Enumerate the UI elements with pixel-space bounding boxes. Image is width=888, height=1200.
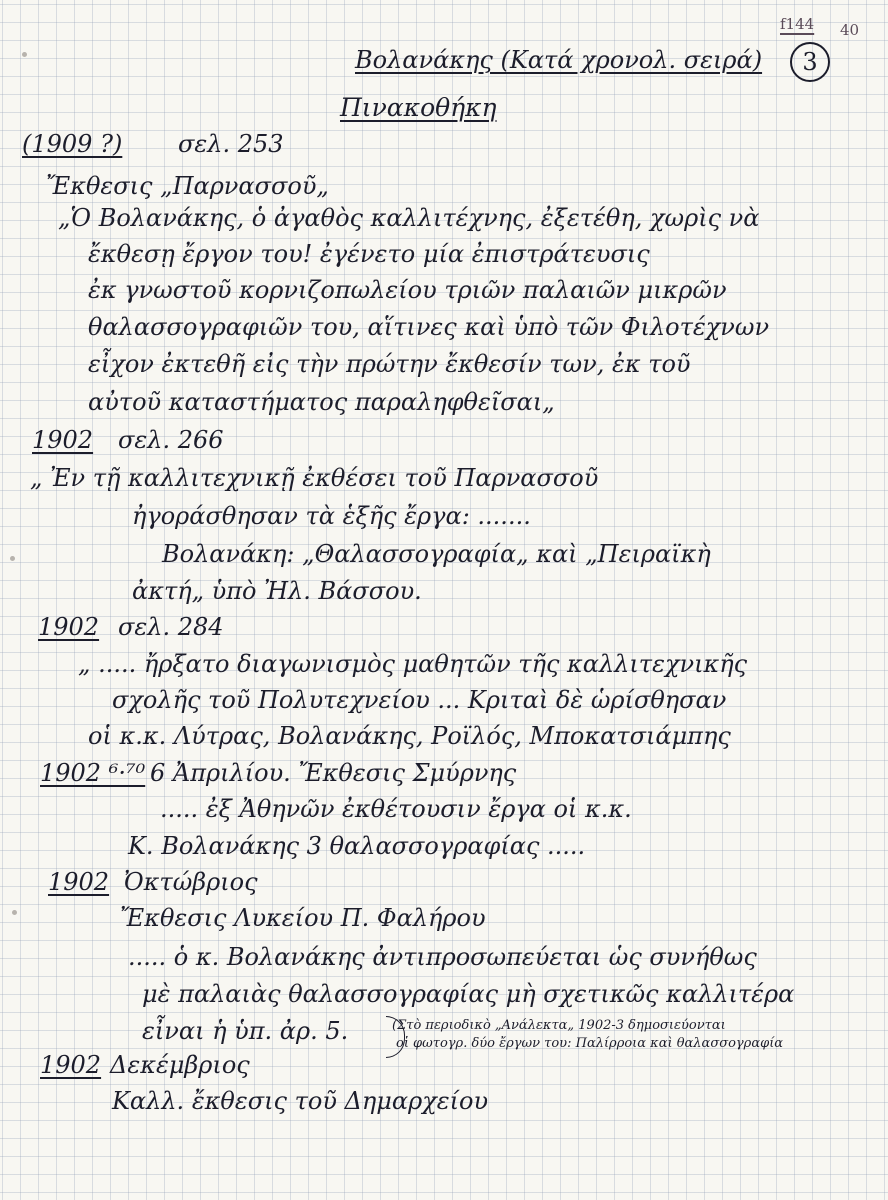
text-line: Ἔκθεσις Λυκείου Π. Φαλήρου <box>120 904 486 932</box>
page-number: 3 <box>790 42 830 82</box>
date-heading: (1909 ?) <box>22 130 123 158</box>
text-line: σελ. 266 <box>118 426 224 454</box>
page-title: Βολανάκης (Κατά χρονολ. σειρά) <box>355 46 763 74</box>
date-heading: 1902 <box>38 613 100 641</box>
text-line: θαλασσογραφιῶν του, αἵτινες καὶ ὑπὸ τῶν Φιλοτέχνων <box>88 313 770 341</box>
punch-mark <box>10 556 15 561</box>
text-line: Κ. Βολανάκης 3 θαλασσογραφίας ..... <box>128 832 586 860</box>
text-line: εἶναι ἡ ὑπ. ἀρ. 5. <box>142 1017 349 1045</box>
archive-folio-number: f144 <box>780 15 815 33</box>
text-line: „ ..... ἤρξατο διαγωνισμὸς μαθητῶν τῆς καλλιτεχνικῆς <box>78 650 748 678</box>
archive-item-number: 40 <box>840 21 860 39</box>
date-heading: 1902 <box>32 426 94 454</box>
page-subtitle: Πινακοθήκη <box>340 93 497 122</box>
text-line: ἔκθεσῃ ἔργον του! ἐγένετο μία ἐπιστράτευσις <box>88 240 650 268</box>
text-line: ..... ὁ κ. Βολανάκης ἀντιπροσωπεύεται ὡς συνήθως <box>128 943 757 971</box>
text-line: αὐτοῦ καταστήματος παραληφθεῖσαι„ <box>88 388 555 416</box>
text-line: ἀκτή„ ὑπὸ Ἠλ. Βάσσου. <box>132 577 422 605</box>
text-line: εἶχον ἐκτεθῆ εἰς τὴν πρώτην ἔκθεσίν των, ἐκ τοῦ <box>88 350 691 378</box>
text-line: „Ὁ Βολανάκης, ὁ ἀγαθὸς καλλιτέχνης, ἐξετέθη, χωρὶς νὰ <box>58 204 760 232</box>
text-line: ἐκ γνωστοῦ κορνιζοπωλείου τριῶν παλαιῶν μικρῶν <box>88 276 727 304</box>
text-line: ἠγοράσθησαν τὰ ἑξῆς ἔργα: ....... <box>132 502 531 530</box>
text-line: „ Ἐν τῇ καλλιτεχνικῇ ἐκθέσει τοῦ Παρνασσοῦ <box>30 464 599 492</box>
text-line: Ὀκτώβριος <box>124 868 258 896</box>
text-line: μὲ παλαιὰς θαλασσογραφίας μὴ σχετικῶς καλλιτέρα <box>142 980 795 1008</box>
punch-mark <box>12 910 17 915</box>
text-line: σχολῆς τοῦ Πολυτεχνείου ... Κριταὶ δὲ ὡρίσθησαν <box>112 686 727 714</box>
text-line: Βολανάκη: „Θαλασσογραφία„ καὶ „Πειραϊκὴ <box>162 540 711 568</box>
marginal-note-line2: οἱ φωτογρ. δύο ἔργων του: Παλίρροια καὶ θαλασσογραφία <box>396 1036 784 1051</box>
marginal-note-line1: (Στὸ περιοδικὸ „Ανάλεκτα„ 1902-3 δημοσιεύονται <box>392 1018 726 1033</box>
text-line: οἱ κ.κ. Λύτρας, Βολανάκης, Ροϊλός, Μποκατσιάμπης <box>88 722 731 750</box>
text-line: Ἔκθεσις „Παρνασσοῦ„ <box>46 172 329 200</box>
text-line: 6 Ἀπριλίου. Ἔκθεσις Σμύρνης <box>150 759 517 787</box>
text-line: σελ. 253 <box>178 130 284 158</box>
date-heading: 1902 ⁶·⁷⁰ <box>40 759 146 787</box>
date-heading: 1902 <box>48 868 110 896</box>
date-heading: 1902 <box>40 1051 102 1079</box>
text-line: Καλλ. ἔκθεσις τοῦ Δημαρχείου <box>112 1087 489 1115</box>
punch-mark <box>22 52 27 57</box>
text-line: Δεκέμβριος <box>110 1051 250 1079</box>
text-line: ..... ἐξ Ἀθηνῶν ἐκθέτουσιν ἔργα οἱ κ.κ. <box>160 795 632 823</box>
text-line: σελ. 284 <box>118 613 224 641</box>
